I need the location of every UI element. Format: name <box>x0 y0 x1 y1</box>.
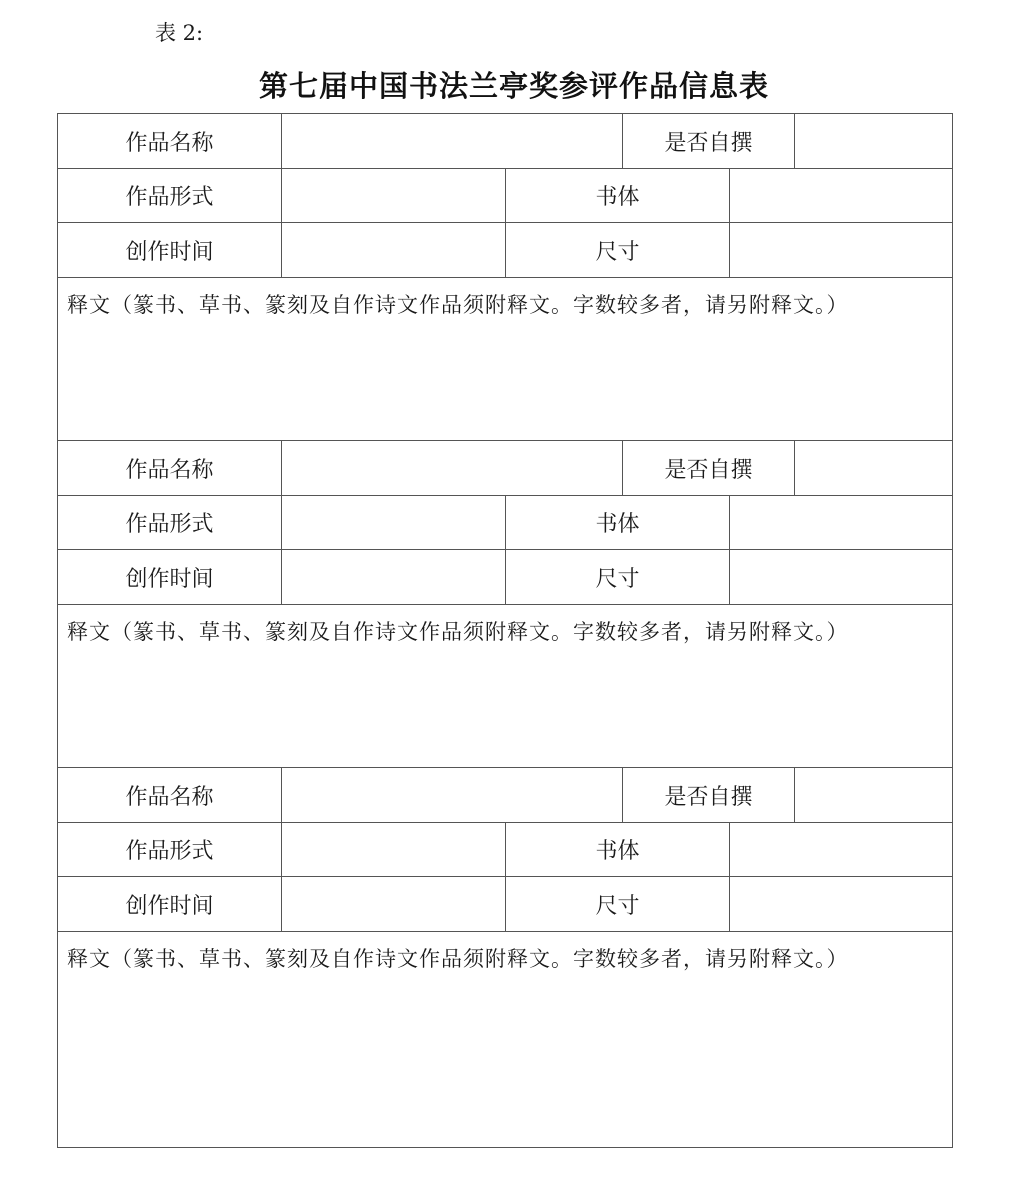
transcription-field[interactable]: 释文（篆书、草书、篆刻及自作诗文作品须附释文。字数较多者，请另附释文。） <box>57 931 953 1148</box>
script-style-label: 书体 <box>505 168 730 223</box>
self-composed-label: 是否自撰 <box>622 440 795 496</box>
work-name-label: 作品名称 <box>57 767 282 823</box>
script-style-label: 书体 <box>505 822 730 877</box>
table-label: 表 2: <box>155 21 204 45</box>
self-composed-label: 是否自撰 <box>622 113 795 169</box>
creation-time-label: 创作时间 <box>57 876 282 932</box>
creation-time-label: 创作时间 <box>57 549 282 605</box>
size-label: 尺寸 <box>505 876 730 932</box>
work-name-label: 作品名称 <box>57 440 282 496</box>
creation-time-label: 创作时间 <box>57 222 282 278</box>
work-format-label: 作品形式 <box>57 495 282 550</box>
size-label: 尺寸 <box>505 222 730 278</box>
entry-block-1 <box>57 113 953 441</box>
creation-time-field[interactable] <box>281 222 506 278</box>
creation-time-field[interactable] <box>281 876 506 932</box>
transcription-field[interactable]: 释文（篆书、草书、篆刻及自作诗文作品须附释文。字数较多者，请另附释文。） <box>57 604 953 768</box>
creation-time-field[interactable] <box>281 549 506 605</box>
self-composed-field[interactable] <box>794 440 953 496</box>
work-name-field[interactable] <box>281 113 623 169</box>
entry-block-2 <box>57 440 953 768</box>
work-format-field[interactable] <box>281 495 506 550</box>
work-name-field[interactable] <box>281 440 623 496</box>
self-composed-field[interactable] <box>794 767 953 823</box>
work-name-field[interactable] <box>281 767 623 823</box>
size-label: 尺寸 <box>505 549 730 605</box>
transcription-field[interactable]: 释文（篆书、草书、篆刻及自作诗文作品须附释文。字数较多者，请另附释文。） <box>57 277 953 441</box>
size-field[interactable] <box>729 876 953 932</box>
work-format-label: 作品形式 <box>57 168 282 223</box>
script-style-label: 书体 <box>505 495 730 550</box>
work-name-label: 作品名称 <box>57 113 282 169</box>
work-format-field[interactable] <box>281 822 506 877</box>
self-composed-field[interactable] <box>794 113 953 169</box>
entry-block-3 <box>57 767 953 1148</box>
size-field[interactable] <box>729 549 953 605</box>
document-title: 第七届中国书法兰亭奖参评作品信息表 <box>258 69 769 103</box>
self-composed-label: 是否自撰 <box>622 767 795 823</box>
work-format-label: 作品形式 <box>57 822 282 877</box>
work-format-field[interactable] <box>281 168 506 223</box>
script-style-field[interactable] <box>729 168 953 223</box>
script-style-field[interactable] <box>729 495 953 550</box>
size-field[interactable] <box>729 222 953 278</box>
script-style-field[interactable] <box>729 822 953 877</box>
